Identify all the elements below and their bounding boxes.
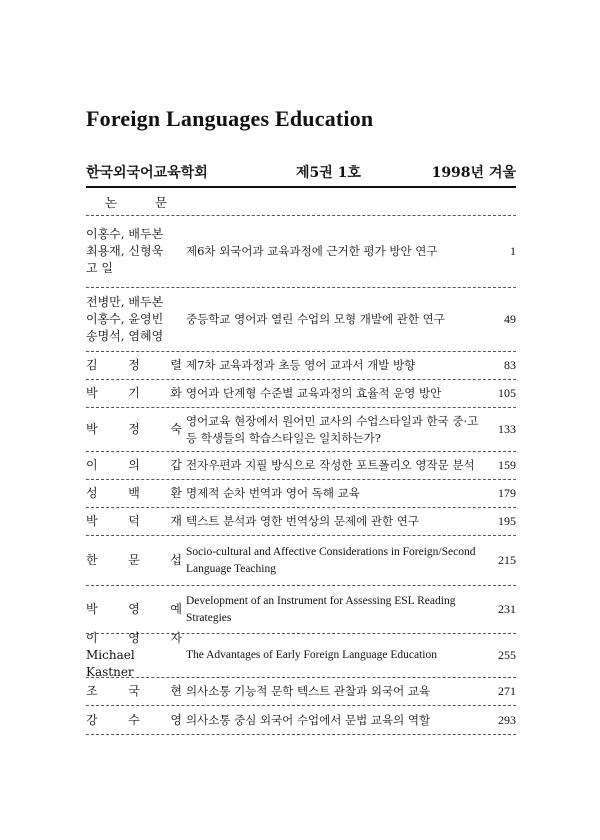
author-name-char: 렬	[170, 358, 182, 372]
article-title: 의사소통 중심 외국어 수업에서 문법 교육의 역할	[186, 712, 431, 727]
author-name	[86, 683, 186, 700]
page-number: 231	[498, 602, 516, 616]
author-name-char: 박	[86, 514, 98, 528]
author-name-char: 영	[128, 602, 140, 616]
author-name-char: 영	[128, 631, 140, 645]
author-name-char: 성	[86, 486, 98, 500]
author-name-char: 백	[128, 486, 140, 500]
article-row	[86, 536, 516, 586]
author-name-char: 덕	[128, 514, 140, 528]
author-name	[86, 421, 186, 438]
section-heading-char: 문	[154, 194, 168, 210]
article-authors	[86, 485, 186, 502]
article-row	[86, 380, 516, 408]
author-name-char: 조	[86, 684, 98, 698]
section-heading-char: 논	[104, 194, 118, 210]
author-name: 최용재, 신형욱	[86, 244, 164, 258]
masthead-rule	[86, 186, 516, 188]
page-number: 195	[498, 514, 516, 528]
author-name-char: 기	[128, 386, 140, 400]
author-name-char: 갑	[170, 458, 182, 472]
table-of-contents	[86, 189, 516, 735]
author-name-char: 국	[128, 684, 140, 698]
author-name: 전병만, 배두본	[86, 295, 164, 309]
author-name: 고 일	[86, 261, 113, 275]
author-name-char: 예	[170, 602, 182, 616]
author-name-char: 의	[128, 458, 140, 472]
page-number: 83	[504, 358, 516, 372]
page-number: 105	[498, 386, 516, 400]
author-name-char: 이	[86, 458, 98, 472]
author-name-char: 한	[86, 553, 98, 567]
author-name-char: 이	[86, 631, 98, 645]
section-heading	[86, 194, 226, 211]
article-authors	[86, 683, 186, 700]
article-row	[86, 352, 516, 380]
masthead	[86, 158, 516, 186]
author-name	[86, 513, 186, 530]
page-number: 49	[504, 312, 516, 326]
article-row	[86, 631, 516, 679]
article-title: Development of an Instrument for Assessing ESL Reading Strategies	[186, 594, 456, 624]
author-name-char: 화	[170, 386, 182, 400]
author-name	[86, 601, 186, 618]
page-number: 1	[510, 244, 516, 258]
author-name-char: 박	[86, 422, 98, 436]
article-authors	[86, 601, 186, 618]
page-number: 133	[498, 422, 516, 436]
author-name-char: 김	[86, 358, 98, 372]
author-name-char: 현	[170, 684, 182, 698]
author-name-char: 박	[86, 602, 98, 616]
article-authors	[86, 385, 186, 402]
author-name: 이홍수, 윤영빈	[86, 312, 164, 326]
society-name: 한국외국어교육학회	[86, 165, 208, 181]
author-name	[86, 385, 186, 402]
article-row	[86, 452, 516, 480]
author-name: Michael Kastner	[86, 648, 135, 679]
author-name-char: 수	[128, 712, 140, 727]
article-authors	[86, 513, 186, 530]
article-title: 중등학교 영어과 열린 수업의 모형 개발에 관한 연구	[186, 312, 445, 326]
article-title: 명제적 순차 번역과 영어 독해 교육	[186, 486, 360, 500]
author-name-char: 환	[170, 486, 182, 500]
author-name-char: 섭	[170, 553, 182, 567]
author-name: 이홍수, 배두본	[86, 227, 164, 241]
author-name: 송명석, 염혜영	[86, 329, 164, 343]
article-title: The Advantages of Early Foreign Language Education	[186, 649, 438, 661]
article-authors	[86, 226, 186, 277]
article-authors	[86, 357, 186, 374]
article-authors	[86, 630, 186, 681]
author-name	[86, 630, 186, 647]
author-name	[86, 712, 186, 729]
issue-date: 1998년 겨울	[431, 165, 516, 181]
article-row	[86, 288, 516, 352]
article-authors	[86, 712, 186, 729]
page-number: 215	[498, 553, 516, 567]
article-title: 영어교육 현장에서 원어민 교사의 수업스타일과 한국 중·고등 학생들의 학습스타일은 일치하는가?	[186, 413, 479, 445]
journal-title: Foreign Languages Education	[86, 106, 374, 131]
article-title: Socio-cultural and Affective Considerations in Foreign/Second Language Teaching	[186, 545, 476, 575]
author-name	[86, 457, 186, 474]
article-authors	[86, 421, 186, 438]
article-list	[86, 216, 516, 735]
article-row	[86, 586, 516, 634]
author-name-char: 재	[170, 514, 182, 528]
article-title: 의사소통 기능적 문학 텍스트 관찰과 외국어 교육	[186, 684, 431, 698]
author-name-char: 자	[170, 631, 182, 645]
page-number: 271	[498, 684, 516, 698]
page-number: 159	[498, 458, 516, 472]
article-row	[86, 408, 516, 452]
section-heading-row	[86, 189, 516, 216]
article-authors	[86, 294, 186, 345]
article-row	[86, 216, 516, 288]
article-title: 제7차 교육과정과 초등 영어 교과서 개발 방향	[186, 358, 416, 372]
author-name	[86, 485, 186, 502]
author-name-char: 숙	[170, 422, 182, 436]
author-name-char: 정	[128, 358, 140, 372]
article-row	[86, 678, 516, 706]
article-title: 전자우편과 지필 방식으로 작성한 포트폴리오 영작문 분석	[186, 458, 475, 472]
page-number: 179	[498, 486, 516, 500]
article-row	[86, 508, 516, 536]
author-name-char: 박	[86, 386, 98, 400]
article-title: 제6차 외국어과 교육과정에 근거한 평가 방안 연구	[186, 244, 438, 258]
article-title: 영어과 단계형 수준별 교육과정의 효율적 운영 방안	[186, 386, 442, 400]
article-row	[86, 480, 516, 508]
author-name-char: 문	[128, 553, 140, 567]
author-name	[86, 357, 186, 374]
author-name-char: 강	[86, 712, 98, 727]
article-authors	[86, 552, 186, 569]
author-name	[86, 552, 186, 569]
article-title: 텍스트 분석과 영한 번역상의 문제에 관한 연구	[186, 514, 420, 528]
author-name-char: 영	[170, 712, 182, 727]
author-name-char: 정	[128, 422, 140, 436]
article-row	[86, 706, 516, 735]
article-authors	[86, 457, 186, 474]
issue-number: 제5권 1호	[296, 165, 361, 181]
page-number: 293	[498, 712, 516, 727]
page-number: 255	[498, 648, 516, 662]
